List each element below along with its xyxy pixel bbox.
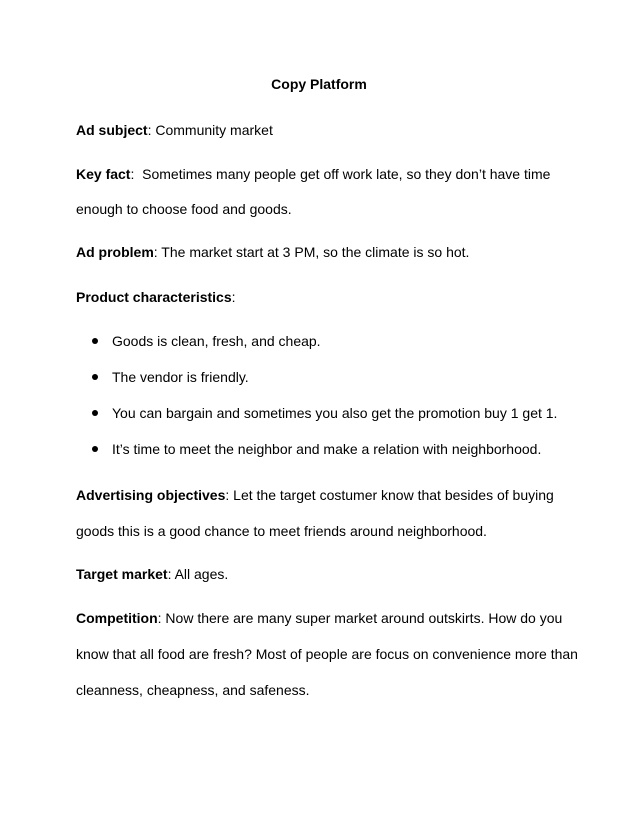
ad-subject-separator: : [147,122,152,138]
key-fact-separator: : [130,166,135,182]
advertising-objectives-line [76,486,554,504]
target-market-label: Target market [76,566,168,582]
advertising-objectives-separator: : [225,487,230,503]
bullet-item: The vendor is friendly. [112,369,249,385]
key-fact-label: Key fact [76,166,131,182]
bullet-item: You can bargain and sometimes you also get the promotion buy 1 get 1. [112,405,558,421]
ad-subject-label: Ad subject [76,122,148,138]
advertising-objectives-text-1: Let the target costumer know that besides of buying [229,487,554,503]
competition-text-1: Now there are many super market around outskirts. How do you [161,610,563,626]
bullet-item: It’s time to meet the neighbor and make a relation with neighborhood. [112,441,542,457]
bullet-dot [92,446,98,452]
product-characteristics-separator: : [231,289,236,305]
target-market-value: All ages. [171,566,229,582]
ad-problem-value: The market start at 3 PM, so the climate is so hot. [157,244,470,260]
key-fact-line [76,165,550,183]
key-fact-line-2: enough to choose food and goods. [76,201,292,217]
target-market-separator: : [167,566,172,582]
advertising-objectives-label: Advertising objectives [76,487,226,503]
bullet-item: Goods is clean, fresh, and cheap. [112,333,321,349]
page-title: Copy Platform [271,76,367,92]
key-fact-text-1: Sometimes many people get off work late, so they don’t have time [134,166,551,182]
bullet-dot [92,410,98,416]
ad-subject-value: Community market [151,122,273,138]
ad-problem-line [76,243,469,261]
competition-separator: : [157,610,162,626]
ad-problem-label: Ad problem [76,244,154,260]
bullet-dot [92,338,98,344]
competition-line-2: know that all food are fresh? Most of people are focus on convenience more than [76,646,578,662]
competition-line-3: cleanness, cheapness, and safeness. [76,682,310,698]
bullet-dot [92,374,98,380]
ad-problem-separator: : [153,244,158,260]
product-characteristics-label: Product characteristics [76,289,232,305]
competition-line [76,609,562,627]
competition-label: Competition [76,610,158,626]
ad-subject-line [76,121,273,139]
target-market-line [76,565,228,583]
advertising-objectives-line-2: goods this is a good chance to meet friends around neighborhood. [76,523,487,539]
product-characteristics-line [76,288,236,306]
